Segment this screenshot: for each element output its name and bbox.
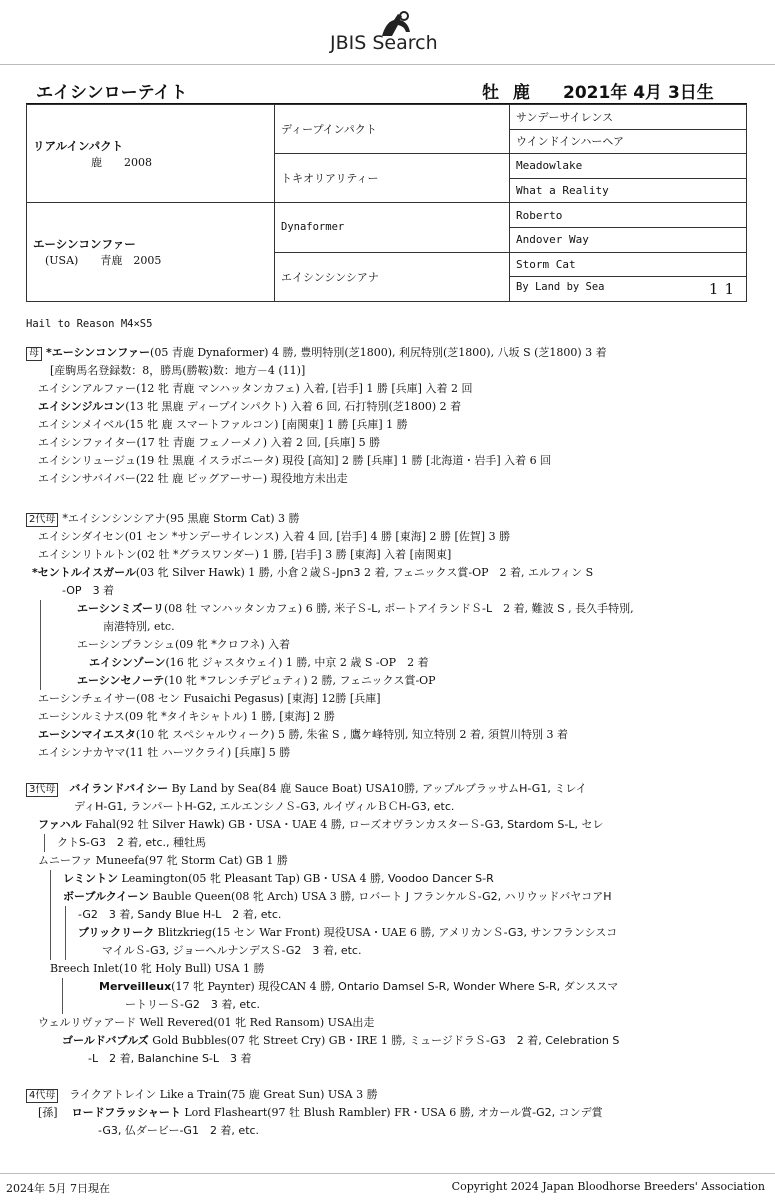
family-race: オカール賞-G2, コンデ賞 — [477, 1106, 603, 1119]
progeny-summary: [産駒馬名登録数：8，勝馬(勝鞍)数：地方－4 (11)] — [50, 364, 306, 377]
family-record: By Land by Sea(84 鹿 Sauce Boat) USA10勝, — [168, 782, 423, 795]
sire-dam-cell[interactable]: トキオリアリティー — [275, 154, 510, 203]
tag-dam: 母 — [26, 347, 42, 361]
family-row[interactable] — [26, 726, 751, 744]
dd-dam-cell[interactable] — [510, 277, 747, 302]
family-row[interactable]: エーシンブランシュ(09 牝 *クロフネ) 入着 — [77, 638, 291, 651]
dam-dam-cell[interactable]: エイシンシンシアナ — [275, 252, 510, 301]
sd-dam-cell[interactable]: What a Reality — [510, 178, 747, 203]
section-dam — [26, 344, 751, 488]
family-record: (03 牝 Silver Hawk) 1 勝, — [135, 566, 277, 579]
family-row-cont: -L 2 着, Balanchine S-L 3 着 — [88, 1052, 252, 1065]
family-name: ボーブルクイーン — [63, 890, 150, 903]
family-record: Blitzkrieg(15 セン War Front) 現役USA・UAE 6 勝, — [154, 926, 439, 939]
family-record: (10 牝 スペシャルウィーク) 5 勝, 朱雀 S , 鷹ケ峰特別, 知立特別 2 着, 須賀川特別 3 着 — [135, 728, 569, 741]
section-second-dam — [26, 510, 751, 762]
family-row[interactable] — [41, 672, 751, 690]
tag-second-dam: 2代母 — [26, 513, 58, 527]
family-record: Gold Bubbles(07 牝 Street Cry) GB・IRE 1 勝, — [148, 1034, 410, 1047]
family-name: ゴールドバブルズ — [62, 1034, 149, 1047]
sex-color: 牡 鹿 — [482, 83, 534, 103]
progeny-row[interactable]: エイシンリュージュ(19 牡 黒鹿 イスラボニータ) 現役 [高知] 2 勝 [兵庫] 1 勝 [北海道・岩手] 入着 6 回 — [38, 454, 552, 467]
family-record: (08 牡 マンハッタンカフェ) 6 勝, — [163, 602, 335, 615]
family-row[interactable] — [26, 816, 751, 834]
family-row[interactable] — [26, 564, 751, 582]
family-code: 11 — [708, 279, 740, 298]
footer-divider — [0, 1173, 775, 1174]
family-name: ファハル — [38, 818, 82, 831]
family-record: Lord Flasheart(97 牡 Blush Rambler) FR・USA 6 勝, — [180, 1106, 478, 1119]
progeny-row[interactable]: エイシンアルファー(12 牝 青鹿 マンハッタンカフェ) 入着, [岩手] 1 勝 [兵庫] 入着 2 回 — [38, 382, 473, 395]
horse-name: エイシンローテイト — [36, 83, 188, 103]
family-record: Bauble Queen(08 牝 Arch) USA 3 勝, — [149, 890, 359, 903]
family-row[interactable]: エイシンダイセン(01 セン *サンデーサイレンス) 入着 4 回, [岩手] 4 勝 [東海] 2 勝 [佐賀] 3 勝 — [38, 530, 511, 543]
family-row[interactable]: Breech Inlet(10 牝 Holy Bull) USA 1 勝 — [50, 962, 265, 975]
family-name: エーシンマイエスタ — [38, 728, 136, 741]
family-name: エーシンミズーリ — [77, 602, 164, 615]
header-divider — [0, 64, 775, 65]
ds-dam-cell[interactable]: Andover Way — [510, 227, 747, 252]
ds-sire-cell[interactable]: Roberto — [510, 203, 747, 228]
dd-sire-cell[interactable]: Storm Cat — [510, 252, 747, 277]
family-name: エーシンセノーテ — [77, 674, 165, 687]
family-name: ブリックリーク — [78, 926, 155, 939]
tag-fourth-dam: 4代母 — [26, 1089, 58, 1103]
family-record: (10 牝 *フレンチデピュティ) 2 勝, フェニックス賞-OP — [164, 674, 436, 687]
family-row-cont: マイルＳ-G3, ジョーヘルナンデスＳ-G2 3 着, etc. — [102, 944, 362, 957]
progeny-row[interactable]: エイシンファイター(17 牡 青鹿 フェノーメノ) 入着 2 回, [兵庫] 5 勝 — [38, 436, 381, 449]
family-row[interactable] — [51, 870, 751, 888]
family-race: Ontario Damsel S-R, Wonder Where S-R, ダンススマ — [338, 980, 619, 993]
as-of-date: 2024年 5月 7日現在 — [6, 1182, 110, 1195]
family-race: アメリカンＳ-G3, サンフランシスコ — [438, 926, 618, 939]
section-third-dam — [26, 780, 751, 1068]
progeny-row[interactable]: エイシンサバイバー(22 牡 鹿 ビッグアーサー) 現役地方未出走 — [38, 472, 348, 485]
family-row-cont: 南港特別, etc. — [103, 620, 175, 633]
tag-third-dam: 3代母 — [26, 783, 58, 797]
dam-detail: (USA) 青鹿 2005 — [45, 254, 162, 268]
second-dam-line[interactable]: *エイシンシンシアナ(95 黒鹿 Storm Cat) 3 勝 — [62, 512, 300, 525]
sire-sire-cell[interactable]: ディープインパクト — [275, 105, 510, 154]
copyright: Copyright 2024 Japan Bloodhorse Breeders' Association — [451, 1180, 765, 1193]
family-row[interactable] — [26, 1032, 751, 1050]
ss-dam-cell[interactable]: ウインドインハーヘア — [510, 129, 747, 154]
family-record: 2 着, フェニックス賞-OP 2 着, エルフィン S — [360, 566, 594, 579]
family-race: ミュージドラＳ-G3 2 着, Celebration S — [409, 1034, 620, 1047]
family-row[interactable]: エイシンリトルトン(02 牡 *グラスワンダー) 1 勝, [岩手] 3 勝 [東海] 入着 [南関東] — [38, 548, 452, 561]
third-dam-name[interactable]: バイランドバイシー — [69, 782, 169, 795]
family-row-cont: クトS-G3 2 着, etc., 種牡馬 — [57, 836, 206, 849]
family-name: ロードフラッシャート — [71, 1106, 181, 1119]
family-row[interactable] — [51, 888, 751, 906]
pedigree-table — [26, 104, 747, 302]
family-race: 米子Ｓ-L, ポートアイランドＳ-L — [334, 602, 493, 615]
family-row[interactable] — [41, 600, 751, 618]
family-row[interactable] — [26, 1104, 751, 1122]
section-fourth-dam — [26, 1086, 751, 1140]
ss-sire-cell[interactable]: サンデーサイレンス — [510, 105, 747, 130]
family-row[interactable] — [63, 978, 751, 996]
dam-cell[interactable] — [27, 203, 275, 301]
family-record: Leamington(05 牝 Pleasant Tap) GB・USA 4 勝, — [118, 872, 389, 885]
progeny-row[interactable] — [26, 398, 751, 416]
sd-sire-cell[interactable]: Meadowlake — [510, 154, 747, 179]
dam-sire-cell[interactable]: Dynaformer — [275, 203, 510, 252]
family-race: Voodoo Dancer S-R — [388, 872, 494, 885]
progeny-record: (13 牝 黒鹿 ディープインパクト) 入着 6 回, 石打特別(芝1800) 2 着 — [125, 400, 462, 413]
family-record: Fahal(92 牡 Silver Hawk) GB・USA・UAE 4 勝, — [81, 818, 349, 831]
birth-date: 2021年 4月 3日生 — [563, 83, 714, 103]
dd-dam-name: By Land by Sea — [516, 280, 605, 293]
family-name: レミントン — [63, 872, 118, 885]
inbreeding-note: Hail to Reason M4×S5 — [26, 318, 153, 330]
dam-name-line[interactable]: *エーシンコンファー — [46, 346, 151, 359]
family-row[interactable]: エーシンルミナス(09 牝 *タイキシャトル) 1 勝, [東海] 2 勝 — [38, 710, 335, 723]
sire-detail: 鹿 2008 — [91, 155, 152, 169]
family-row[interactable]: ムニーファ Muneefa(97 牝 Storm Cat) GB 1 勝 — [38, 854, 288, 867]
family-row-cont: -G3, 仏ダービー-G1 2 着, etc. — [98, 1124, 260, 1137]
family-row[interactable] — [66, 924, 751, 942]
family-race: ロバート J フランケルＳ-G2, ハリウッドバヤコアH — [358, 890, 612, 903]
progeny-name: エイシンジルコン — [38, 400, 126, 413]
family-row-cont: ートリーＳ-G2 3 着, etc. — [125, 998, 261, 1011]
family-row-cont: -G2 3 着, Sandy Blue H-L 2 着, etc. — [78, 908, 282, 921]
logo-text: JBIS Search — [330, 32, 438, 54]
family-row[interactable]: エーシンチェイサー(08 セン Fusaichi Pegasus) [東海] 12勝 [兵庫] — [38, 692, 381, 705]
sire-name: リアルインパクト — [33, 138, 124, 153]
family-row[interactable] — [41, 654, 751, 672]
grandson-tag: [孫] — [38, 1106, 58, 1119]
family-row[interactable]: ウェルリヴァアード Well Revered(01 牝 Red Ransom) USA出走 — [38, 1016, 375, 1029]
dam-name: エーシンコンファー — [33, 237, 136, 252]
fourth-dam-line[interactable]: ライクアトレイン Like a Train(75 鹿 Great Sun) USA 3 勝 — [69, 1088, 378, 1101]
family-race: ローズオヴランカスターＳ-G3, Stardom S-L, セレ — [348, 818, 604, 831]
sire-cell[interactable] — [27, 105, 275, 203]
dam-record: (05 青鹿 Dynaformer) 4 勝, 豊明特別(芝1800), 利尻特別(芝1800), 八坂 S (芝1800) 3 着 — [150, 346, 607, 359]
family-name: エイシンゾーン — [89, 656, 166, 669]
family-record: (17 牝 Paynter) 現役CAN 4 勝, — [171, 980, 339, 993]
family-record: (16 牝 ジャスタウェイ) 1 勝, 中京 2 歳 S -OP 2 着 — [165, 656, 429, 669]
title-row — [36, 78, 745, 104]
family-row[interactable]: エイシンナカヤマ(11 牡 ハーツクライ) [兵庫] 5 勝 — [38, 746, 291, 759]
jbis-logo[interactable] — [328, 10, 468, 54]
family-name: Merveilleux — [99, 980, 172, 993]
family-row-cont: -OP 3 着 — [62, 584, 115, 597]
progeny-row[interactable]: エイシンメイベル(15 牝 鹿 スマートファルコン) [南関東] 1 勝 [兵庫] 1 勝 — [38, 418, 408, 431]
family-race: 小倉２歳Ｓ-Jpn3 — [276, 566, 361, 579]
family-record: 2 着, 難波 S , 長久手特別, — [492, 602, 634, 615]
family-name: *セントルイスガール — [32, 566, 136, 579]
family-race: アップルブラッサムH-G1, ミレイ — [422, 782, 587, 795]
family-row-cont: ディH-G1, ランパートH-G2, エルエンシノＳ-G3, ルイヴィルＢＣH-G3, etc. — [74, 800, 455, 813]
